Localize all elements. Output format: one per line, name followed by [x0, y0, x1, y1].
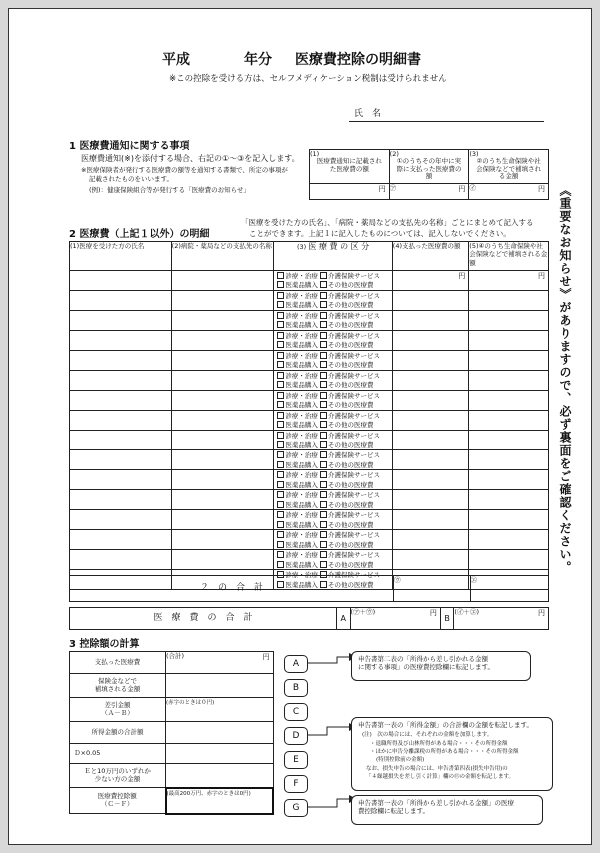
s3-r6-label: Ｅと10万円のいずれか 少ない方の金額 — [70, 764, 166, 788]
category-cell: 診療・治療 介護保険サービス 医薬品購入 その他の医療費 — [274, 350, 392, 370]
s3-r3-label: 差引金額 （Ａ－Ｂ） — [70, 698, 166, 722]
category-cell: 診療・治療 介護保険サービス 医薬品購入 その他の医療費 — [274, 510, 392, 530]
checkbox[interactable] — [320, 301, 327, 308]
paid-amount-cell[interactable] — [392, 450, 469, 470]
checkbox[interactable] — [320, 551, 327, 558]
yen-unit: 円 — [538, 272, 545, 280]
grand-a-letter: A — [337, 608, 351, 630]
category-cell: 診療・治療 介護保険サービス 医薬品購入 その他の医療費 — [274, 430, 392, 450]
paid-amount-cell[interactable] — [392, 290, 469, 310]
table-row — [70, 510, 549, 530]
checkbox[interactable] — [320, 272, 327, 279]
checkbox[interactable] — [320, 541, 327, 548]
compensated-amount-cell[interactable] — [469, 390, 549, 410]
checkbox[interactable] — [277, 501, 284, 508]
s3-r7-label: 医療費控除額 （Ｃ－Ｆ） — [70, 788, 166, 814]
category-cell: 診療・治療 介護保険サービス 医薬品購入 その他の医療費 — [274, 570, 392, 590]
compensated-amount-cell[interactable] — [469, 450, 549, 470]
checkbox[interactable] — [320, 491, 327, 498]
recipient-name-cell[interactable] — [70, 430, 172, 450]
recipient-name-cell[interactable] — [70, 390, 172, 410]
name-line[interactable] — [349, 121, 544, 122]
section2-heading: 2 医療費（上記１以外）の明細 — [69, 229, 210, 240]
recipient-name-cell[interactable] — [70, 530, 172, 550]
name-label: 氏 名 — [354, 109, 382, 119]
checkbox[interactable] — [320, 292, 327, 299]
payee-name-cell[interactable] — [171, 370, 274, 390]
checkbox[interactable] — [277, 461, 284, 468]
s3-r4-amount[interactable] — [166, 722, 274, 744]
checkbox[interactable] — [320, 511, 327, 518]
recipient-name-cell[interactable] — [70, 490, 172, 510]
compensated-amount-cell[interactable] — [469, 550, 549, 570]
checkbox[interactable] — [320, 381, 327, 388]
checkbox[interactable] — [277, 332, 284, 339]
compensated-amount-cell[interactable] — [469, 410, 549, 430]
payee-name-cell[interactable] — [171, 330, 274, 350]
grand-total-label: 医 療 費 の 合 計 — [70, 608, 337, 630]
grand-a-amount[interactable]: (㋐＋㋒) 円 — [350, 608, 440, 630]
payee-name-cell[interactable] — [171, 430, 274, 450]
payee-name-cell[interactable] — [171, 390, 274, 410]
letter-a: A — [284, 655, 308, 673]
heisei-label: 平成 — [162, 52, 190, 68]
payee-name-cell[interactable] — [171, 271, 274, 291]
checkbox[interactable] — [277, 401, 284, 408]
paid-amount-cell[interactable] — [392, 271, 469, 291]
recipient-name-cell[interactable] — [70, 350, 172, 370]
checkbox[interactable] — [320, 461, 327, 468]
recipient-name-cell[interactable] — [70, 370, 172, 390]
category-cell: 診療・治療 介護保険サービス 医薬品購入 その他の医療費 — [274, 530, 392, 550]
category-cell: 診療・治療 介護保険サービス 医薬品購入 その他の医療費 — [274, 390, 392, 410]
checkbox[interactable] — [320, 372, 327, 379]
paid-amount-cell[interactable] — [392, 390, 469, 410]
checkbox[interactable] — [320, 361, 327, 368]
category-cell: 診療・治療 介護保険サービス 医薬品購入 その他の医療費 — [274, 550, 392, 570]
section2-instr2: ことができます。上記１に記入したものについては、記入しないでください。 — [249, 229, 511, 238]
checkbox[interactable] — [320, 281, 327, 288]
category-cell: 診療・治療 介護保険サービス 医薬品購入 その他の医療費 — [274, 330, 392, 350]
recipient-name-cell[interactable] — [70, 271, 172, 291]
paid-amount-cell[interactable] — [392, 490, 469, 510]
checkbox[interactable] — [320, 481, 327, 488]
side-notice: 《重要なお知らせ》がありますので、必ず裏面をご確認ください。 — [558, 184, 572, 574]
section2-instr1: 「医療を受けた方の氏名」、「病院・薬局などの支払先の名称」ごとにまとめて記入する — [241, 218, 534, 227]
checkbox[interactable] — [320, 412, 327, 419]
payee-name-cell[interactable] — [171, 290, 274, 310]
checkbox[interactable] — [320, 561, 327, 568]
category-cell: 診療・治療 介護保険サービス 医薬品購入 その他の医療費 — [274, 470, 392, 490]
checkbox[interactable] — [277, 491, 284, 498]
paid-amount-cell[interactable] — [392, 410, 469, 430]
s2-h4: (4)支払った医療費の額 — [392, 242, 469, 271]
checkbox[interactable] — [277, 361, 284, 368]
s2-total-amount4[interactable]: ㋒ — [394, 576, 470, 602]
recipient-name-cell[interactable] — [70, 470, 172, 490]
checkbox[interactable] — [277, 292, 284, 299]
table-row — [70, 271, 549, 291]
checkbox[interactable] — [277, 412, 284, 419]
letter-c: C — [284, 703, 308, 721]
s3-r5-amount[interactable] — [166, 744, 274, 764]
letter-g: G — [284, 799, 308, 817]
checkbox[interactable] — [320, 421, 327, 428]
checkbox[interactable] — [320, 521, 327, 528]
page-title: 医療費控除の明細書 — [295, 52, 421, 68]
checkbox[interactable] — [320, 441, 327, 448]
compensated-amount-cell[interactable] — [469, 370, 549, 390]
paid-amount-cell[interactable] — [392, 470, 469, 490]
payee-name-cell[interactable] — [171, 350, 274, 370]
section1-heading: 1 医療費通知に関する事項 — [69, 141, 190, 152]
note-mid: 申告書第一表の「所得金額」の合計欄の金額を転記します。 (注) 次の場合には、それぞれの金額を加算します。 ・退職所得及び山林所得がある場合・・・その所得金額 ・ほかに申告分離課税の所得がある場合・・・その所得金額 (特別控除前の金額) なお、損失申告の場合には、申告書第四表(損失申告用)の 「４繰越損失を差し引く計算」欄の⑮の金額を転記します。 — [351, 717, 553, 791]
section3-heading: 3 控除額の計算 — [69, 639, 140, 650]
letter-f: F — [284, 775, 308, 793]
grand-b-letter: B — [440, 608, 454, 630]
checkbox[interactable] — [320, 341, 327, 348]
compensated-amount-cell[interactable] — [469, 350, 549, 370]
category-cell: 診療・治療 介護保険サービス 医薬品購入 その他の医療費 — [274, 490, 392, 510]
paid-amount-cell[interactable] — [392, 510, 469, 530]
checkbox[interactable] — [277, 281, 284, 288]
checkbox[interactable] — [277, 451, 284, 458]
table-row — [70, 330, 549, 350]
compensated-amount-cell[interactable] — [469, 470, 549, 490]
section1-desc: 医療費通知(※)を添付する場合、右記の①～③を記入します。 — [81, 154, 300, 163]
s1-col3-amount[interactable]: ㋑ 円 — [469, 184, 549, 200]
compensated-amount-cell[interactable] — [469, 530, 549, 550]
grand-b-amount[interactable]: (㋑＋㋓) 円 — [454, 608, 549, 630]
checkbox[interactable] — [277, 341, 284, 348]
checkbox[interactable] — [277, 481, 284, 488]
checkbox[interactable] — [277, 541, 284, 548]
checkbox[interactable] — [320, 401, 327, 408]
s1-col2-header: (2) ①のうちその年中に実際に支払った医療費の額 — [389, 150, 469, 184]
checkbox[interactable] — [277, 392, 284, 399]
s2-h3: (3) 医 療 費 の 区 分 — [274, 242, 392, 271]
checkbox[interactable] — [277, 432, 284, 439]
note-top: 申告書第二表の「所得から差し引かれる金額 に関する事項」の医療費控除欄に転記します。 — [351, 651, 531, 681]
s2-h2: (2)病院・薬局などの支払先の名称 — [171, 242, 274, 271]
s3-r1-label: 支払った医療費 — [70, 652, 166, 674]
checkbox[interactable] — [277, 352, 284, 359]
letter-d: D — [284, 727, 308, 745]
payee-name-cell[interactable] — [171, 470, 274, 490]
payee-name-cell[interactable] — [171, 550, 274, 570]
s1-col1-amount[interactable]: 円 — [310, 184, 390, 200]
checkbox[interactable] — [320, 471, 327, 478]
checkbox[interactable] — [277, 561, 284, 568]
checkbox[interactable] — [320, 392, 327, 399]
table-row — [70, 310, 549, 330]
s3-r6-amount[interactable] — [166, 764, 274, 788]
recipient-name-cell[interactable] — [70, 550, 172, 570]
checkbox[interactable] — [277, 421, 284, 428]
letter-e: E — [284, 751, 308, 769]
compensated-amount-cell[interactable] — [469, 290, 549, 310]
payee-name-cell[interactable] — [171, 410, 274, 430]
payee-name-cell[interactable] — [171, 510, 274, 530]
section1-example: (例)：健康保険組合等が発行する「医療費のお知らせ」 — [89, 186, 250, 194]
checkbox[interactable] — [320, 432, 327, 439]
checkbox[interactable] — [320, 531, 327, 538]
yen-unit: 円 — [458, 272, 466, 280]
recipient-name-cell[interactable] — [70, 290, 172, 310]
checkbox[interactable] — [277, 521, 284, 528]
recipient-name-cell[interactable] — [70, 310, 172, 330]
table-row — [70, 390, 549, 410]
table-row — [70, 550, 549, 570]
category-cell: 診療・治療 介護保険サービス 医薬品購入 その他の医療費 — [274, 410, 392, 430]
grand-total-table — [69, 607, 549, 630]
table-row — [70, 370, 549, 390]
s2-h5: (5)④のうち生命保険や社会保険などで補填される金額 — [469, 242, 549, 271]
s3-r1-amount[interactable]: (合計) 円 — [166, 652, 274, 674]
checkbox[interactable] — [320, 321, 327, 328]
table-row — [70, 490, 549, 510]
recipient-name-cell[interactable] — [70, 450, 172, 470]
table-row — [70, 430, 549, 450]
section3-table — [69, 651, 274, 815]
checkbox[interactable] — [277, 301, 284, 308]
table-row — [70, 350, 549, 370]
checkbox[interactable] — [277, 471, 284, 478]
payee-name-cell[interactable] — [171, 530, 274, 550]
payee-name-cell[interactable] — [171, 450, 274, 470]
section1-note2: 記載されたものをいいます。 — [89, 175, 173, 183]
compensated-amount-cell[interactable] — [469, 490, 549, 510]
year-label: 年分 — [244, 52, 272, 68]
section2-table — [69, 241, 549, 590]
paid-amount-cell[interactable] — [392, 310, 469, 330]
paid-amount-cell[interactable] — [392, 350, 469, 370]
paid-amount-cell[interactable] — [392, 330, 469, 350]
category-cell: 診療・治療 介護保険サービス 医薬品購入 その他の医療費 — [274, 370, 392, 390]
compensated-amount-cell[interactable] — [469, 430, 549, 450]
compensated-amount-cell[interactable] — [469, 310, 549, 330]
category-cell: 診療・治療 介護保険サービス 医薬品購入 その他の医療費 — [274, 450, 392, 470]
checkbox[interactable] — [277, 321, 284, 328]
s2-total-label: ２ の 合 計 — [70, 576, 394, 602]
checkbox[interactable] — [277, 272, 284, 279]
section1-note1: ※医療保険者が発行する医療費の額等を通知する書類で、所定の事項が — [81, 166, 288, 174]
section1-table — [309, 149, 549, 200]
s1-col2-amount[interactable]: ㋐ 円 — [389, 184, 469, 200]
payee-name-cell[interactable] — [171, 490, 274, 510]
s2-total-amount5[interactable]: ㋓ — [470, 576, 549, 602]
s3-r2-label: 保険金などで 補填される金額 — [70, 674, 166, 698]
paid-amount-cell[interactable] — [392, 430, 469, 450]
s3-r7-amount[interactable]: (最高200万円、赤字のときは0円) — [166, 788, 274, 814]
compensated-amount-cell[interactable] — [469, 271, 549, 291]
s3-r2-amount[interactable] — [166, 674, 274, 698]
checkbox[interactable] — [320, 451, 327, 458]
letter-b: B — [284, 679, 308, 697]
subtitle: ※この控除を受ける方は、セルフメディケーション税制は受けられません — [169, 74, 447, 84]
checkbox[interactable] — [277, 511, 284, 518]
checkbox[interactable] — [320, 312, 327, 319]
category-cell: 診療・治療 介護保険サービス 医薬品購入 その他の医療費 — [274, 290, 392, 310]
paid-amount-cell[interactable] — [392, 530, 469, 550]
table-row — [70, 470, 549, 490]
s3-r5-label: Ｄ×0.05 — [70, 744, 166, 764]
recipient-name-cell[interactable] — [70, 410, 172, 430]
category-cell: 診療・治療 介護保険サービス 医薬品購入 その他の医療費 — [274, 310, 392, 330]
s2-h1: (1)医療を受けた方の氏名 — [70, 242, 172, 271]
checkbox[interactable] — [277, 372, 284, 379]
checkbox[interactable] — [277, 441, 284, 448]
category-cell: 診療・治療 介護保険サービス 医薬品購入 その他の医療費 — [274, 271, 392, 291]
table-row — [70, 530, 549, 550]
paid-amount-cell[interactable] — [392, 370, 469, 390]
table-row — [70, 290, 549, 310]
payee-name-cell[interactable] — [171, 310, 274, 330]
checkbox[interactable] — [277, 531, 284, 538]
paid-amount-cell[interactable] — [392, 550, 469, 570]
recipient-name-cell[interactable] — [70, 330, 172, 350]
checkbox[interactable] — [320, 352, 327, 359]
section2-total-table — [69, 575, 549, 602]
s1-col3-header: (3) ②のうち生命保険や社会保険などで補填される金額 — [469, 150, 549, 184]
compensated-amount-cell[interactable] — [469, 330, 549, 350]
checkbox[interactable] — [277, 312, 284, 319]
checkbox[interactable] — [277, 551, 284, 558]
checkbox[interactable] — [320, 332, 327, 339]
note-bottom: 申告書第一表の「所得から差し引かれる金額」の医療 費控除欄に転記します。 — [351, 795, 543, 825]
s3-r3-amount[interactable]: (赤字のときは０円) — [166, 698, 274, 722]
compensated-amount-cell[interactable] — [469, 510, 549, 530]
table-row — [70, 410, 549, 430]
recipient-name-cell[interactable] — [70, 510, 172, 530]
checkbox[interactable] — [320, 501, 327, 508]
s3-r4-label: 所得金額の合計額 — [70, 722, 166, 744]
table-row — [70, 450, 549, 470]
checkbox[interactable] — [277, 381, 284, 388]
form-sheet — [8, 8, 592, 845]
s1-col1-header: (1) 医療費通知に記載された医療費の額 — [310, 150, 390, 184]
